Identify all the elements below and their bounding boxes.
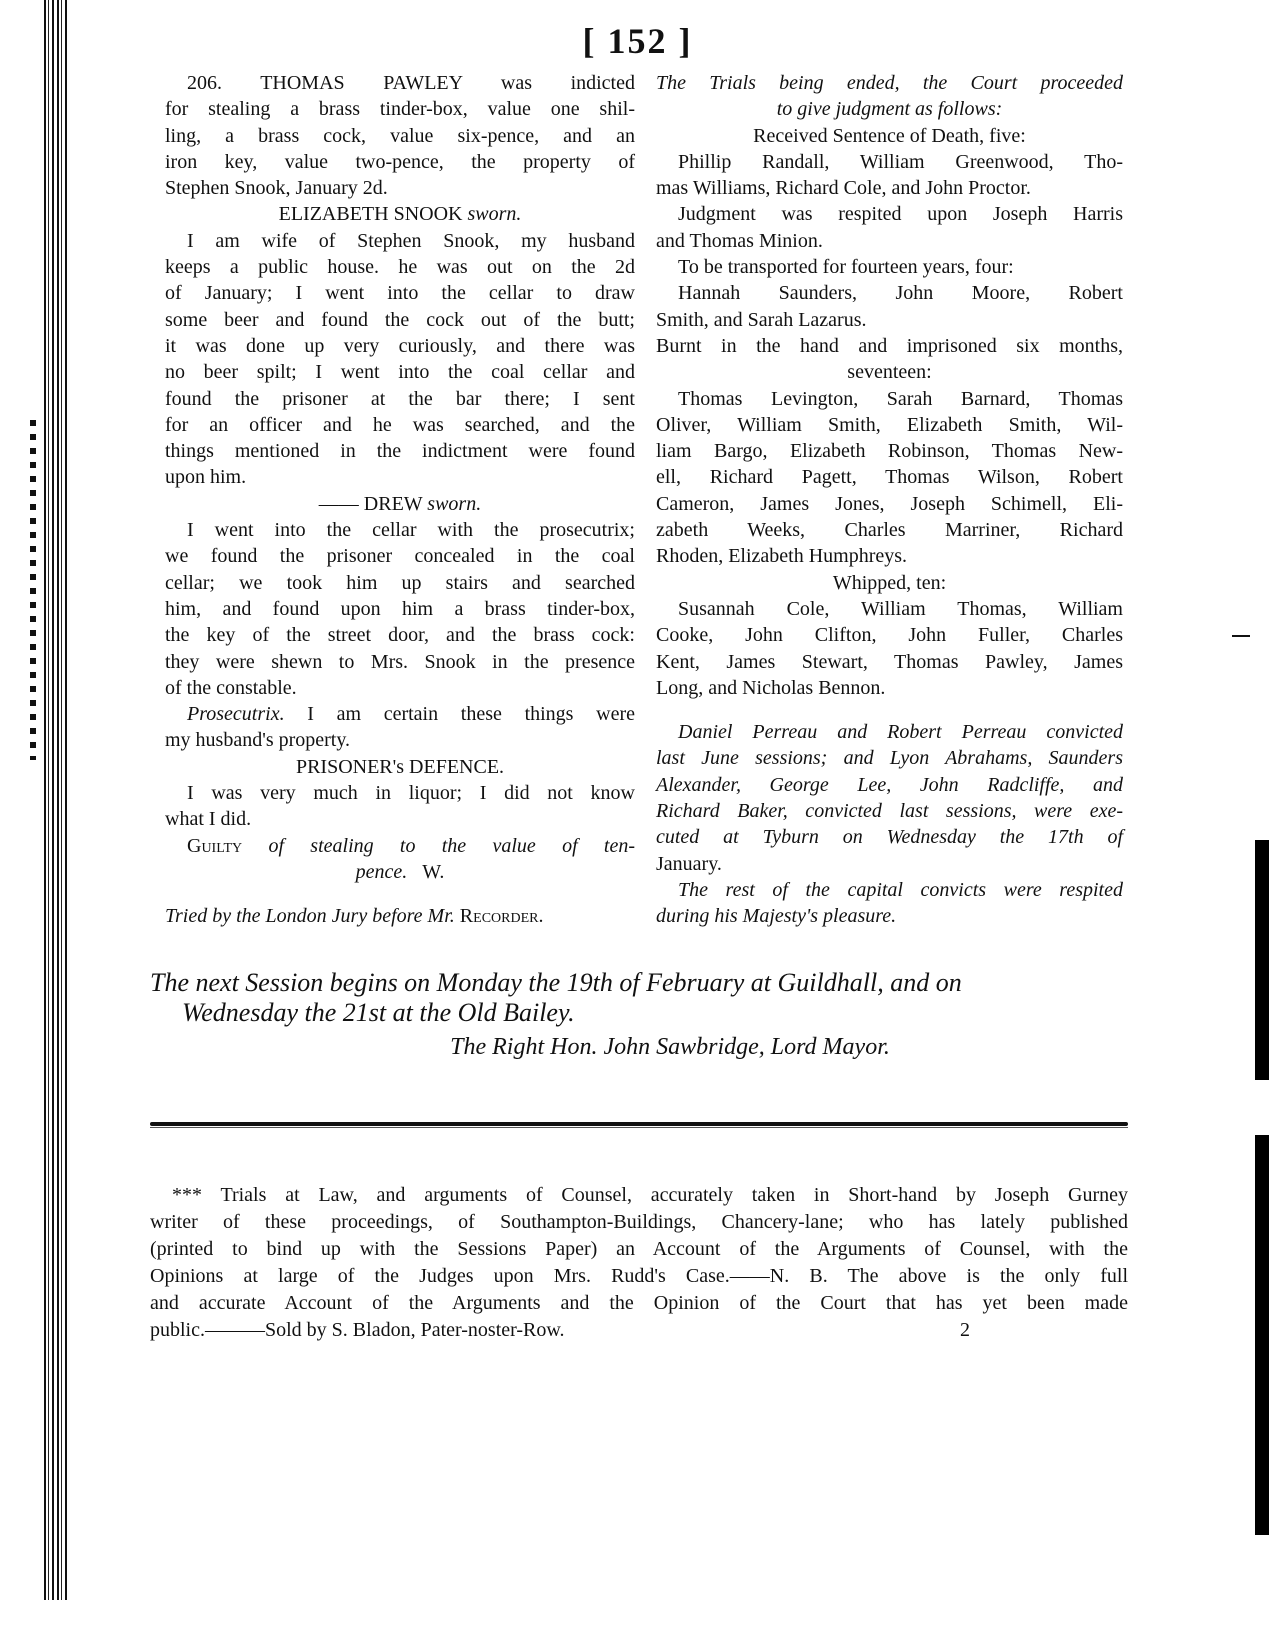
text-line: ling, a brass cock, value six-pence, and an (165, 124, 635, 147)
name-line: zabeth Weeks, Charles Marriner, Richard (656, 519, 1123, 542)
prosecutrix-text: I am certain these things were (307, 703, 635, 726)
text-line: the key of the street door, and the brass cock: (165, 624, 635, 647)
death-heading: Received Sentence of Death, five: (753, 124, 1026, 147)
verdict-label: Guilty (187, 834, 243, 857)
rest-line: The rest of the capital convicts were respited (678, 878, 1123, 901)
text-line: they were shewn to Mrs. Snook in the presence (165, 650, 635, 673)
verdict (165, 833, 635, 859)
text-line: of the constable. (165, 676, 297, 699)
notice-line: (printed to bind up with the Sessions Paper) an Account of the Arguments of Counsel, with the (150, 1238, 1128, 1260)
scan-edge-marks (30, 420, 36, 760)
executed-line: Alexander, George Lee, John Radcliffe, and (656, 773, 1123, 796)
session-line-1: The next Session begins on Monday the 19th of February at Guildhall, and on (150, 968, 962, 997)
executed-line: Richard Baker, convicted last sessions, were exe- (656, 800, 1123, 823)
name-line: liam Bargo, Elizabeth Robinson, Thomas New- (656, 440, 1123, 463)
text-line: no beer spilt; I went into the coal cellar and (165, 361, 635, 384)
text-line: for an officer and he was searched, and the (165, 413, 635, 436)
text-line: some beer and found the cock out of the butt; (165, 308, 635, 331)
name-line: Phillip Randall, William Greenwood, Tho- (678, 150, 1123, 173)
text-line: I was very much in liquor; I did not know (187, 782, 635, 805)
judgment-intro: to give judgment as follows: (776, 98, 1003, 121)
tried-by: Tried by the London Jury before Mr. (165, 905, 455, 928)
divider-rule (150, 1122, 1128, 1126)
notice-line: public.———Sold by S. Bladon, Pater-noster-Row. (150, 1319, 565, 1341)
scan-edge-right-upper (1255, 840, 1269, 1080)
verdict-mark: W. (422, 860, 445, 883)
text-line: it was done up very curiously, and there was (165, 334, 635, 357)
page-number: [ 152 ] (582, 21, 693, 61)
scan-edge-right-lower (1255, 1135, 1269, 1535)
witness-name: —— DREW (318, 492, 423, 515)
name-line: ell, Richard Pagett, Thomas Wilson, Robert (656, 466, 1123, 489)
verdict-text: pence. (355, 860, 408, 883)
executed-line: Daniel Perreau and Robert Perreau convicted (678, 721, 1123, 744)
respited-line: Judgment was respited upon Joseph Harris (678, 203, 1123, 226)
notice-line: Opinions at large of the Judges upon Mrs. Rudd's Case.——N. B. The above is the only full (150, 1265, 1128, 1287)
verdict-cont (165, 859, 635, 885)
right-column (656, 70, 1123, 930)
witness-heading (165, 201, 635, 227)
margin-dash (1232, 635, 1250, 637)
text-line: my husband's property. (165, 729, 351, 752)
name-line: Hannah Saunders, John Moore, Robert (678, 282, 1123, 305)
witness-name: ELIZABETH SNOOK (278, 203, 463, 226)
verdict-text: of stealing to the value of ten- (268, 834, 636, 857)
text-line: keeps a public house. he was out on the 2d (165, 256, 635, 279)
name-line: Kent, James Stewart, Thomas Pawley, James (656, 650, 1123, 673)
text-line: we found the prisoner concealed in the coal (165, 545, 635, 568)
text-line: things mentioned in the indictment were found (165, 440, 635, 463)
transported-heading: To be transported for fourteen years, four: (678, 256, 1014, 279)
session-line-2: Wednesday the 21st at the Old Bailey. (182, 998, 575, 1027)
lord-mayor-line: The Right Hon. John Sawbridge, Lord Mayor. (450, 1034, 890, 1060)
prosecutrix-label: Prosecutrix. (187, 703, 285, 726)
sworn-label: sworn. (467, 203, 522, 226)
burnt-heading: Burnt in the hand and imprisoned six months, (656, 334, 1123, 357)
text-line: Stephen Snook, January 2d. (165, 177, 388, 200)
name-line: mas Williams, Richard Cole, and John Proctor. (656, 177, 1031, 200)
text-line: I went into the cellar with the prosecutrix; (187, 519, 635, 542)
name-line: Susannah Cole, William Thomas, William (678, 597, 1123, 620)
divider-rule-thin (150, 1127, 1128, 1128)
executed-line: last June sessions; and Lyon Abrahams, Saunders (656, 747, 1123, 770)
next-session-notice (150, 968, 1130, 1062)
notice-line: writer of these proceedings, of Southampton-Buildings, Chancery-lane; who has lately published (150, 1211, 1128, 1233)
name-line: Long, and Nicholas Bennon. (656, 676, 886, 699)
tried-by-line (165, 903, 635, 929)
scan-edge-left (44, 0, 68, 1600)
executed-line: January. (656, 852, 722, 875)
judgment-intro: The Trials being ended, the Court proceeded (656, 72, 1123, 94)
defence-heading: PRISONER's DEFENCE. (295, 755, 505, 778)
prosecutrix-statement (165, 701, 635, 727)
name-line: Oliver, William Smith, Elizabeth Smith, Wil- (656, 413, 1123, 436)
witness-heading (165, 491, 635, 517)
text-line: 206. THOMAS PAWLEY was indicted (187, 72, 635, 94)
sworn-label: sworn. (427, 492, 482, 515)
executed-line: cuted at Tyburn on Wednesday the 17th of (656, 826, 1123, 849)
advertisement-notice (150, 1182, 1128, 1344)
name-line: Cameron, James Jones, Joseph Schimell, Eli- (656, 492, 1123, 515)
burnt-heading: seventeen: (847, 361, 932, 384)
left-column (165, 70, 635, 930)
notice-last-line (150, 1317, 970, 1344)
recorder: Recorder. (459, 905, 544, 928)
text-line: of January; I went into the cellar to draw (165, 282, 635, 305)
respited-line: and Thomas Minion. (656, 229, 823, 252)
text-line: found the prisoner at the bar there; I sent (165, 387, 635, 410)
whipped-heading: Whipped, ten: (832, 571, 947, 594)
name-line: Rhoden, Elizabeth Humphreys. (656, 545, 908, 568)
name-line: Thomas Levington, Sarah Barnard, Thomas (678, 387, 1123, 410)
rest-line: during his Majesty's pleasure. (656, 905, 897, 928)
text-line: cellar; we took him up stairs and searched (165, 571, 635, 594)
signature-mark: 2 (960, 1319, 970, 1341)
notice-line: *** Trials at Law, and arguments of Counsel, accurately taken in Short-hand by Joseph Gurney (172, 1184, 1128, 1206)
text-line: for stealing a brass tinder-box, value one shil- (165, 98, 635, 121)
text-line: upon him. (165, 466, 247, 489)
text-line: I am wife of Stephen Snook, my husband (187, 229, 635, 252)
text-line: iron key, value two-pence, the property of (165, 150, 635, 173)
notice-line: and accurate Account of the Arguments and the Opinion of the Court that has yet been made (150, 1292, 1128, 1314)
name-line: Cooke, John Clifton, John Fuller, Charles (656, 624, 1123, 647)
name-line: Smith, and Sarah Lazarus. (656, 308, 867, 331)
text-line: what I did. (165, 808, 252, 831)
text-line: him, and found upon him a brass tinder-box, (165, 597, 635, 620)
